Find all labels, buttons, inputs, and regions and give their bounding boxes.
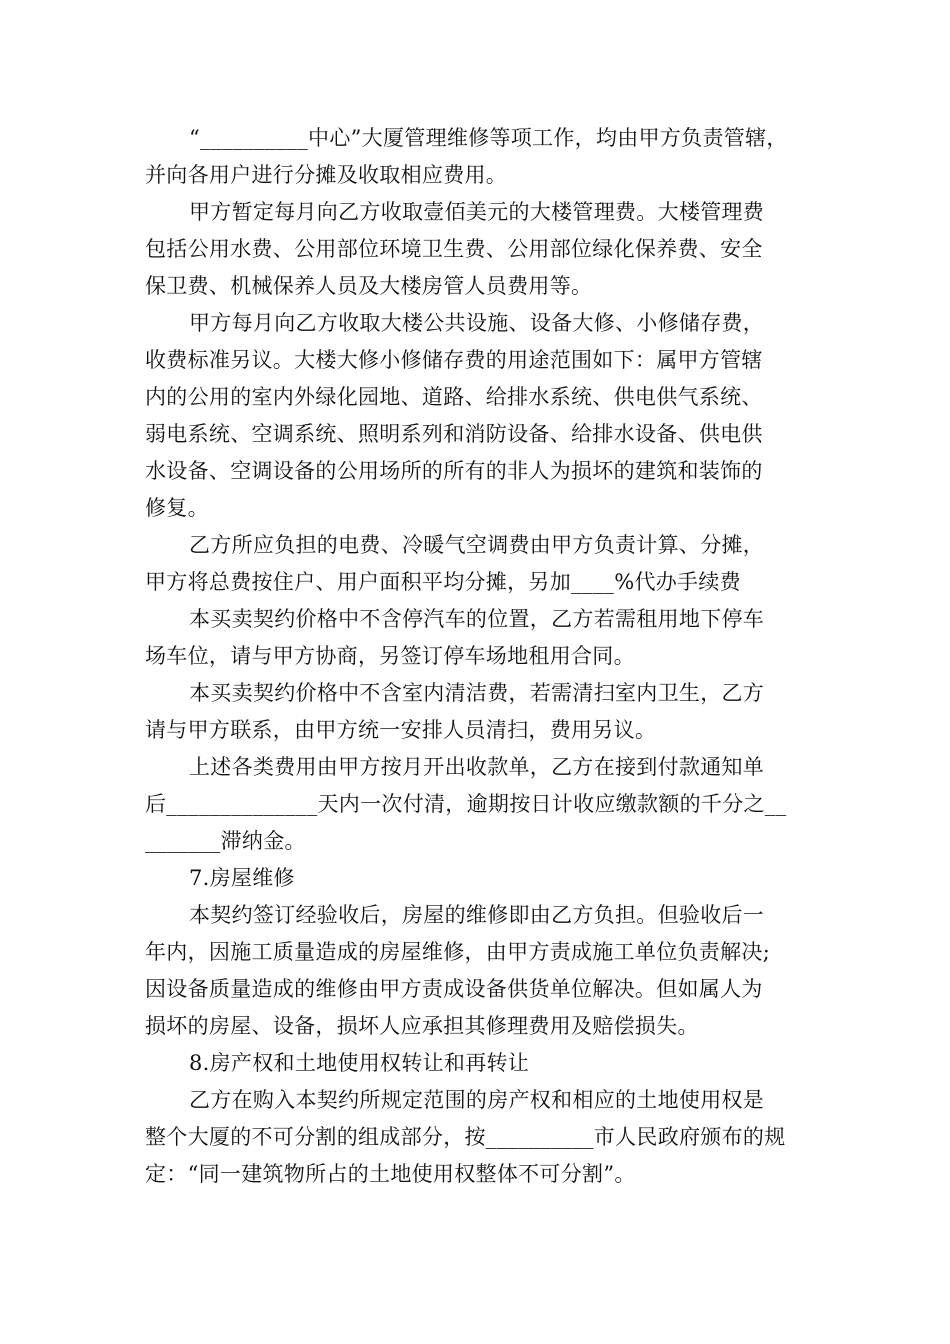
paragraph-line: 甲方将总费按住户、用户面积平均分摊，另加____%代办手续费 (145, 570, 741, 594)
paragraph-line: 定：“同一建筑物所占的土地使用权整体不可分割”。 (145, 1162, 636, 1186)
paragraph-line: 整个大厦的不可分割的组成部分，按__________市人民政府颁布的规 (145, 1125, 786, 1149)
paragraph-line: 甲方暂定每月向乙方收取壹佰美元的大楼管理费。大楼管理费 (189, 200, 765, 224)
paragraph-line: 乙方在购入本契约所规定范围的房产权和相应的土地使用权是 (189, 1088, 765, 1112)
paragraph-line: 后______________天内一次付清，逾期按日计收应缴款额的千分之__ (145, 792, 787, 816)
section-heading: 8.房产权和土地使用权转让和再转让 (189, 1051, 530, 1075)
paragraph-line: 收费标准另议。大楼大修小修储存费的用途范围如下：属甲方管辖 (145, 348, 763, 372)
paragraph-line: 乙方所应负担的电费、冷暖气空调费由甲方负责计算、分摊， (189, 533, 765, 557)
paragraph-line: 请与甲方联系，由甲方统一安排人员清扫，费用另议。 (145, 718, 657, 742)
paragraph-line: 并向各用户进行分摊及收取相应费用。 (145, 163, 508, 187)
paragraph-line: “__________中心”大厦管理维修等项工作，均由甲方负责管辖， (189, 126, 788, 150)
paragraph-line: 场车位，请与甲方协商，另签订停车场地租用合同。 (145, 644, 635, 668)
paragraph-line: 上述各类费用由甲方按月开出收款单，乙方在接到付款通知单 (189, 755, 765, 779)
paragraph-line: 甲方每月向乙方收取大楼公共设施、设备大修、小修储存费， (189, 311, 765, 335)
paragraph-line: 本契约签订经验收后，房屋的维修即由乙方负担。但验收后一 (189, 903, 765, 927)
paragraph-line: 水设备、空调设备的公用场所的所有的非人为损坏的建筑和装饰的 (145, 459, 763, 483)
paragraph-line: 年内，因施工质量造成的房屋维修，由甲方责成施工单位负责解决; (145, 940, 771, 964)
paragraph-line: 保卫费、机械保养人员及大楼房管人员费用等。 (145, 274, 593, 298)
paragraph-line: 修复。 (145, 496, 209, 520)
paragraph-line: 因设备质量造成的维修由甲方责成设备供货单位解决。但如属人为 (145, 977, 763, 1001)
paragraph-line: 内的公用的室内外绿化园地、道路、给排水系统、供电供气系统、 (145, 385, 763, 409)
paragraph-line: 包括公用水费、公用部位环境卫生费、公用部位绿化保养费、安全 (145, 237, 763, 261)
paragraph-line: 损坏的房屋、设备，损坏人应承担其修理费用及赔偿损失。 (145, 1014, 699, 1038)
paragraph-line: 弱电系统、空调系统、照明系列和消防设备、给排水设备、供电供 (145, 422, 763, 446)
paragraph-line: _______滞纳金。 (145, 829, 306, 853)
paragraph-line: 本买卖契约价格中不含停汽车的位置，乙方若需租用地下停车 (189, 607, 765, 631)
paragraph-line: 本买卖契约价格中不含室内清洁费，若需清扫室内卫生，乙方 (189, 681, 765, 705)
section-heading: 7.房屋维修 (189, 866, 295, 890)
